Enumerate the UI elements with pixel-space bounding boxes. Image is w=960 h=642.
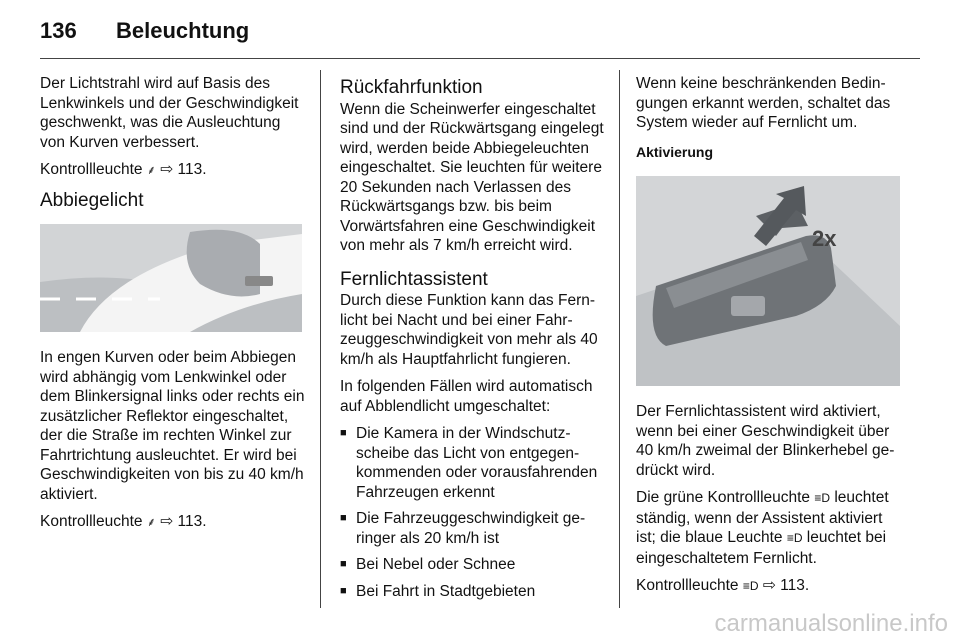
section-heading-aktivierung: Aktivierung [636, 143, 714, 160]
low-beam-conditions-intro: In folgenden Fällen wird automatisch auf Abblendlicht umgeschaltet: [340, 378, 593, 415]
column-2 [340, 74, 606, 608]
cornering-light-paragraph: In engen Kurven oder beim Abbiegen wird abhängig vom Lenkwinkel oder dem Blinkersignal links oder rechts ein zusätzlicher Reflektor eingeschaltet, der die Straße im rechten Winkel zur Fahrtrichtung ausleuchtet. Er wird bei Geschwindigkeiten von bis zu 40 km/h aktiviert. [40, 349, 305, 503]
column-divider-2 [619, 70, 620, 608]
section-heading-fernlichtassistent: Fernlichtassistent [340, 268, 488, 290]
restore-high-beam-paragraph: Wenn keine beschränkenden Bedingungen erkannt werden, schaltet das System wieder auf Fernlicht um. [636, 75, 891, 131]
list-item: ■ Bei Fahrt in Stadtgebieten [340, 582, 606, 602]
page-number: 136 [40, 18, 77, 43]
page-ref-arrow-icon: ⇨ [762, 577, 776, 594]
section-heading-rueckfahrfunktion: Rückfahrfunktion [340, 77, 483, 98]
section-heading-abbiegelicht: Abbiegelicht [40, 189, 144, 211]
page-ref-link[interactable]: 113. [780, 577, 810, 594]
high-beam-icon: ≡D [786, 531, 803, 545]
indicator-icon: ⸙ [146, 163, 156, 177]
indicator-reference-3: Kontrollleuchte ≡D ⇨ 113. [636, 577, 810, 594]
conditions-list [340, 424, 606, 601]
column-1 [40, 74, 306, 541]
press-twice-label: 2x [812, 226, 837, 251]
page-ref-arrow-icon: ⇨ [160, 513, 174, 530]
indicator-reference-2: Kontrollleuchte ⸙ ⇨ 113. [40, 513, 207, 530]
activation-paragraph: Der Fernlichtassistent wird aktiviert, wenn bei einer Geschwindigkeit über 40 km/h zweimal der Blinkerhebel gedrückt wird. [636, 403, 895, 479]
high-beam-assist-icon: ≡D [742, 579, 759, 593]
page-title: Beleuchtung [116, 18, 250, 43]
list-item: ■ Die Fahrzeuggeschwindigkeit geringer als 20 km/h ist [340, 509, 606, 548]
page-header [40, 18, 249, 44]
column-3 [636, 74, 902, 605]
indicator-description-paragraph: Die grüne Kontrollleuchte ≡D leuchtet ständig, wenn der Assistent aktiviert ist; die blaue Leuchte ≡D leuchtet bei eingeschaltetem Fernlicht. [636, 489, 889, 567]
indicator-icon: ⸙ [146, 515, 156, 529]
column-divider-1 [320, 70, 321, 608]
watermark: carmanualsonline.info [714, 610, 948, 637]
turn-signal-lever-illustration [636, 176, 900, 386]
list-item: ■ Die Kamera in der Windschutzscheibe das Licht von entgegenkommenden oder vorausfahrenden Fahrzeugen erkennt [340, 424, 606, 502]
high-beam-assist-icon: ≡D [814, 491, 831, 505]
header-rule [40, 58, 920, 59]
high-beam-assist-paragraph: Durch diese Funktion kann das Fernlicht bei Nacht und bei einer Fahrzeuggeschwindigkeit von mehr als 40 km/h als Hauptfahrlicht fungieren. [340, 292, 598, 368]
page-ref-link[interactable]: 113. [177, 161, 207, 178]
indicator-reference-1: Kontrollleuchte ⸙ ⇨ 113. [40, 161, 207, 178]
intro-paragraph: Der Lichtstrahl wird auf Basis des Lenkwinkels und der Geschwindigkeit geschwenkt, was die Ausleuchtung von Kurven verbessert. [40, 75, 299, 151]
list-item: ■ Bei Nebel oder Schnee [340, 555, 606, 575]
page-ref-arrow-icon: ⇨ [160, 161, 174, 178]
cornering-light-illustration [40, 224, 302, 332]
reverse-function-paragraph: Wenn die Scheinwerfer eingeschaltet sind und der Rückwärtsgang eingelegt wird, werden beide Abbiegeleuchten eingeschaltet. Sie leuchten für weitere 20 Sekunden nach Verlassen des Rückwärtsgangs bzw. bis beim Vorwärtsfahren eine Geschwindigkeit von mehr als 7 km/h erreicht wird. [340, 100, 604, 254]
page-ref-link[interactable]: 113. [177, 513, 207, 530]
